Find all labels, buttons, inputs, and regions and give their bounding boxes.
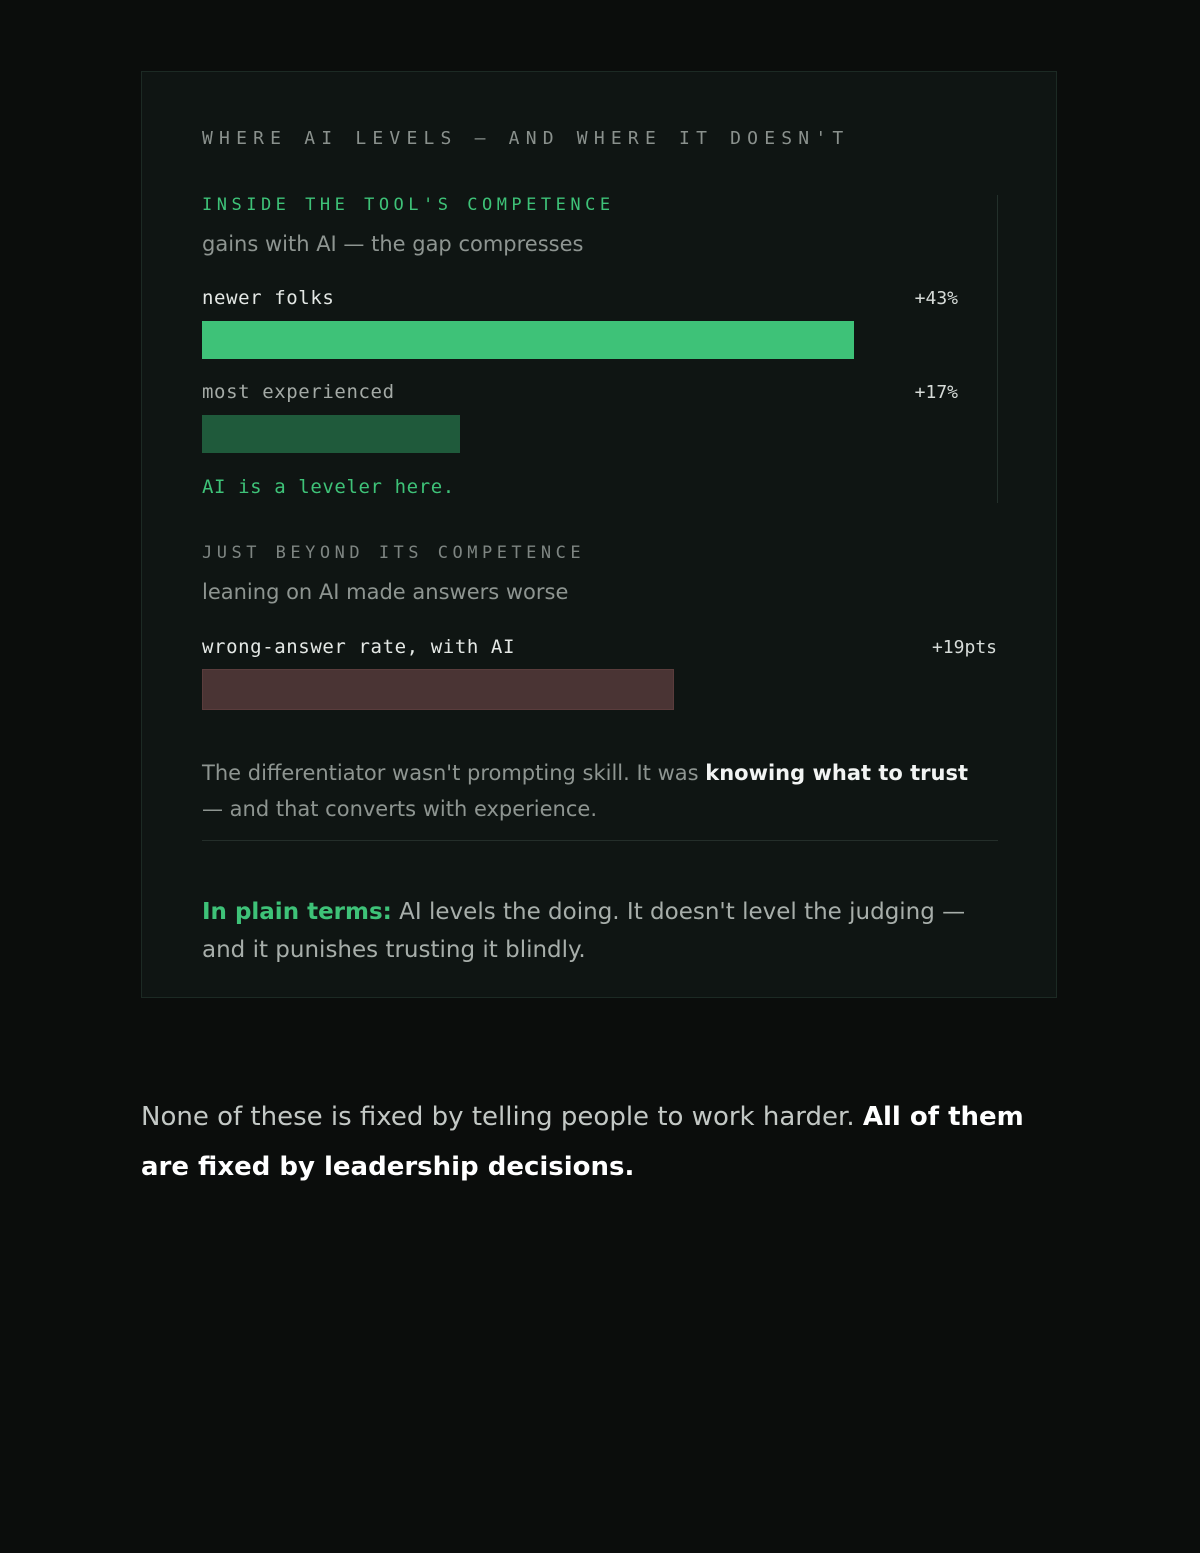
bar-wrong-answer-rate	[202, 669, 674, 710]
note-emphasis: knowing what to trust	[705, 761, 969, 785]
note-text-before: The differentiator wasn't prompting skill. It was	[202, 761, 706, 785]
closing-text: None of these is fixed by telling people to work harder.	[141, 1102, 863, 1132]
plain-terms-summary	[202, 893, 1002, 969]
bar-value-wrong-answer-rate: +19pts	[931, 637, 997, 658]
bar-newer-folks	[202, 321, 854, 359]
note-text-after: — and that converts with experience.	[202, 797, 598, 821]
bar-most-experienced	[202, 415, 460, 453]
beyond-section-subtitle: leaning on AI made answers worse	[202, 580, 569, 604]
inside-section-label: INSIDE THE TOOL'S COMPETENCE	[202, 195, 615, 215]
inside-section-subtitle: gains with AI — the gap compresses	[202, 232, 584, 256]
bar-label-most-experienced: most experienced	[202, 381, 395, 403]
horizontal-divider	[202, 840, 998, 841]
bar-value-most-experienced: +17%	[914, 382, 958, 403]
plain-terms-lead: In plain terms:	[202, 899, 392, 925]
vertical-divider	[997, 195, 998, 503]
plain-terms-text: AI levels the doing. It doesn't level the judging — and it punishes trusting it blindly.	[202, 899, 966, 963]
bar-label-wrong-answer-rate: wrong-answer rate, with AI	[202, 636, 516, 658]
closing-emphasis: All of them are fixed by leadership decisions.	[141, 1102, 1024, 1182]
card-title: WHERE AI LEVELS — AND WHERE IT DOESN'T	[202, 128, 850, 149]
leveler-callout: AI is a leveler here.	[202, 476, 455, 498]
bar-label-newer-folks: newer folks	[202, 287, 335, 309]
chart-card	[141, 71, 1057, 998]
bar-value-newer-folks: +43%	[914, 288, 958, 309]
beyond-section-label: JUST BEYOND ITS COMPETENCE	[202, 543, 586, 563]
differentiator-note	[202, 755, 992, 827]
closing-paragraph	[141, 1092, 1041, 1192]
